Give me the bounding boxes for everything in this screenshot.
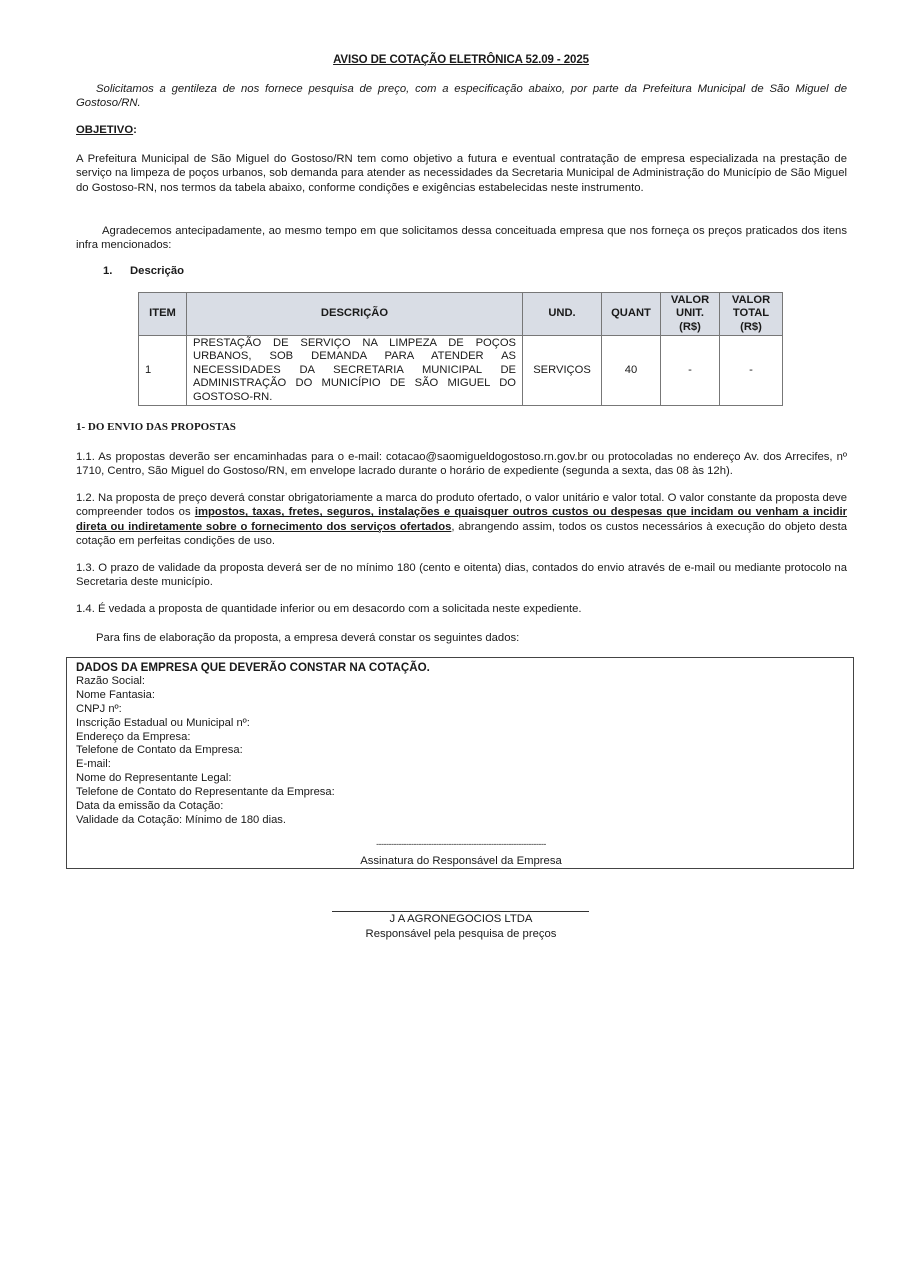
company-data-box [66,657,854,869]
paragraph-1-2 [76,491,847,548]
cell-quant: 40 [602,336,661,406]
company-data-list [76,661,430,828]
objective-label: OBJETIVO [76,124,134,136]
cell-item: 1 [139,336,187,406]
paragraph-1-3: 1.3. O prazo de validade da proposta deverá ser de no mínimo 180 (cento e oitenta) dias, contados do envio através de e-mail ou mediante protocolo na Secretaria deste município. [76,562,847,589]
field-razao-social: Razão Social: [76,674,146,687]
objective-paragraph: A Prefeitura Municipal de São Miguel do Gostoso/RN tem como objetivo a futura e eventual contratação de empresa especializada na prestação de serviço na limpeza de poços urbanos, sob demanda para atender as necessidades da Secretaria Municipal de Administração do Município de São Miguel do Gostoso-RN, nos termos da tabela abaixo, conforme condições e exigências estabelecidas neste instrumento. [76,153,847,194]
cell-und: SERVIÇOS [523,336,602,406]
responsible-signature-line [332,911,589,912]
signature-label: Assinatura do Responsável da Empresa [360,855,562,867]
responsible-role: Responsável pela pesquisa de preços [365,928,557,940]
intro-paragraph: Solicitamos a gentileza de nos fornece pesquisa de preço, com a especificação abaixo, por parte da Prefeitura Municipal de São Miguel de Gostoso/RN. [76,83,847,110]
header-valor-unit: VALOR UNIT. (R$) [661,293,720,336]
header-valor-total: VALOR TOTAL (R$) [720,293,783,336]
objective-heading [76,124,137,136]
field-representante: Nome do Representante Legal: [76,772,232,785]
field-data-emissao: Data da emissão da Cotação: [76,800,224,813]
field-inscricao: Inscrição Estadual ou Municipal nº: [76,716,250,729]
field-telefone-representante: Telefone de Contato do Representante da Empresa: [76,786,335,799]
paragraph-1-4: 1.4. É vedada a proposta de quantidade inferior ou em desacordo com a solicitada neste expediente. [76,603,582,615]
cell-descricao: PRESTAÇÃO DE SERVIÇO NA LIMPEZA DE POÇOS URBANOS, SOB DEMANDA PARA ATENDER AS NECESSIDADES DA SECRETARIA MUNICIPAL DE ADMINISTRAÇÃO DO MUNICÍPIO DE SÃO MIGUEL DO GOSTOSO-RN. [187,336,523,406]
field-telefone-empresa: Telefone de Contato da Empresa: [76,744,243,757]
paragraph-1-1: 1.1. As propostas deverão ser encaminhadas para o e-mail: cotacao@saomigueldogostoso.rn.gov.br ou protocoladas no endereço Av. dos Arrecifes, nº 1710, Centro, São Miguel do Gostoso/RN, em envelope lacrado durante o horário de expediente (segunda a sexta, das 08 às 12h). [76,451,847,478]
paragraph-1-2-emphasis: impostos, taxas, fretes, seguros, instalações e quaisquer outros custos ou despesas que incidam ou venham a incidir direta ou indiretamente sobre o fornecimento dos serviços ofertados [76,506,848,533]
responsible-name: J A AGRONEGOCIOS LTDA [389,913,533,925]
header-quant: QUANT [602,293,661,336]
paragraph-1-2-end: , abrangendo assim, todos os custos necessários à execução do objeto desta cotação em perfeitas condições de uso. [76,520,848,547]
cell-valor-unit: - [661,336,720,406]
table-header-row [139,293,783,336]
header-item: ITEM [139,293,187,336]
proposals-heading: 1- DO ENVIO DAS PROPOSTAS [76,421,236,433]
field-endereco: Endereço da Empresa: [76,730,191,743]
document-title: AVISO DE COTAÇÃO ELETRÔNICA 52.09 - 2025 [333,54,589,66]
header-und: UND. [523,293,602,336]
table-row [139,336,783,406]
objective-colon: : [133,124,137,136]
field-nome-fantasia: Nome Fantasia: [76,688,155,701]
section-number: 1. [103,265,113,277]
thanks-paragraph: Agradecemos antecipadamente, ao mesmo tempo em que solicitamos dessa conceituada empresa que nos forneça os preços praticados dos itens infra mencionados: [76,225,847,252]
field-validade: Validade da Cotação: Mínimo de 180 dias. [76,813,286,826]
section-label: Descrição [130,265,185,277]
paragraph-1-2-start: 1.2. Na proposta de preço deverá constar obrigatoriamente a marca do produto ofertado, o valor unitário e valor total. O valor constante da proposta deve compreender todos os [76,492,847,519]
company-data-heading: DADOS DA EMPRESA QUE DEVERÃO CONSTAR NA COTAÇÃO. [76,661,430,674]
header-descricao: DESCRIÇÃO [187,293,523,336]
cell-valor-total: - [720,336,783,406]
signature-line: -------------------------------------------------------------------- [376,839,546,849]
instructions-paragraph: Para fins de elaboração da proposta, a empresa deverá constar os seguintes dados: [96,632,520,644]
field-email: E-mail: [76,758,111,771]
section-description-heading [103,265,184,277]
items-table [138,292,783,406]
field-cnpj: CNPJ nº: [76,702,122,715]
